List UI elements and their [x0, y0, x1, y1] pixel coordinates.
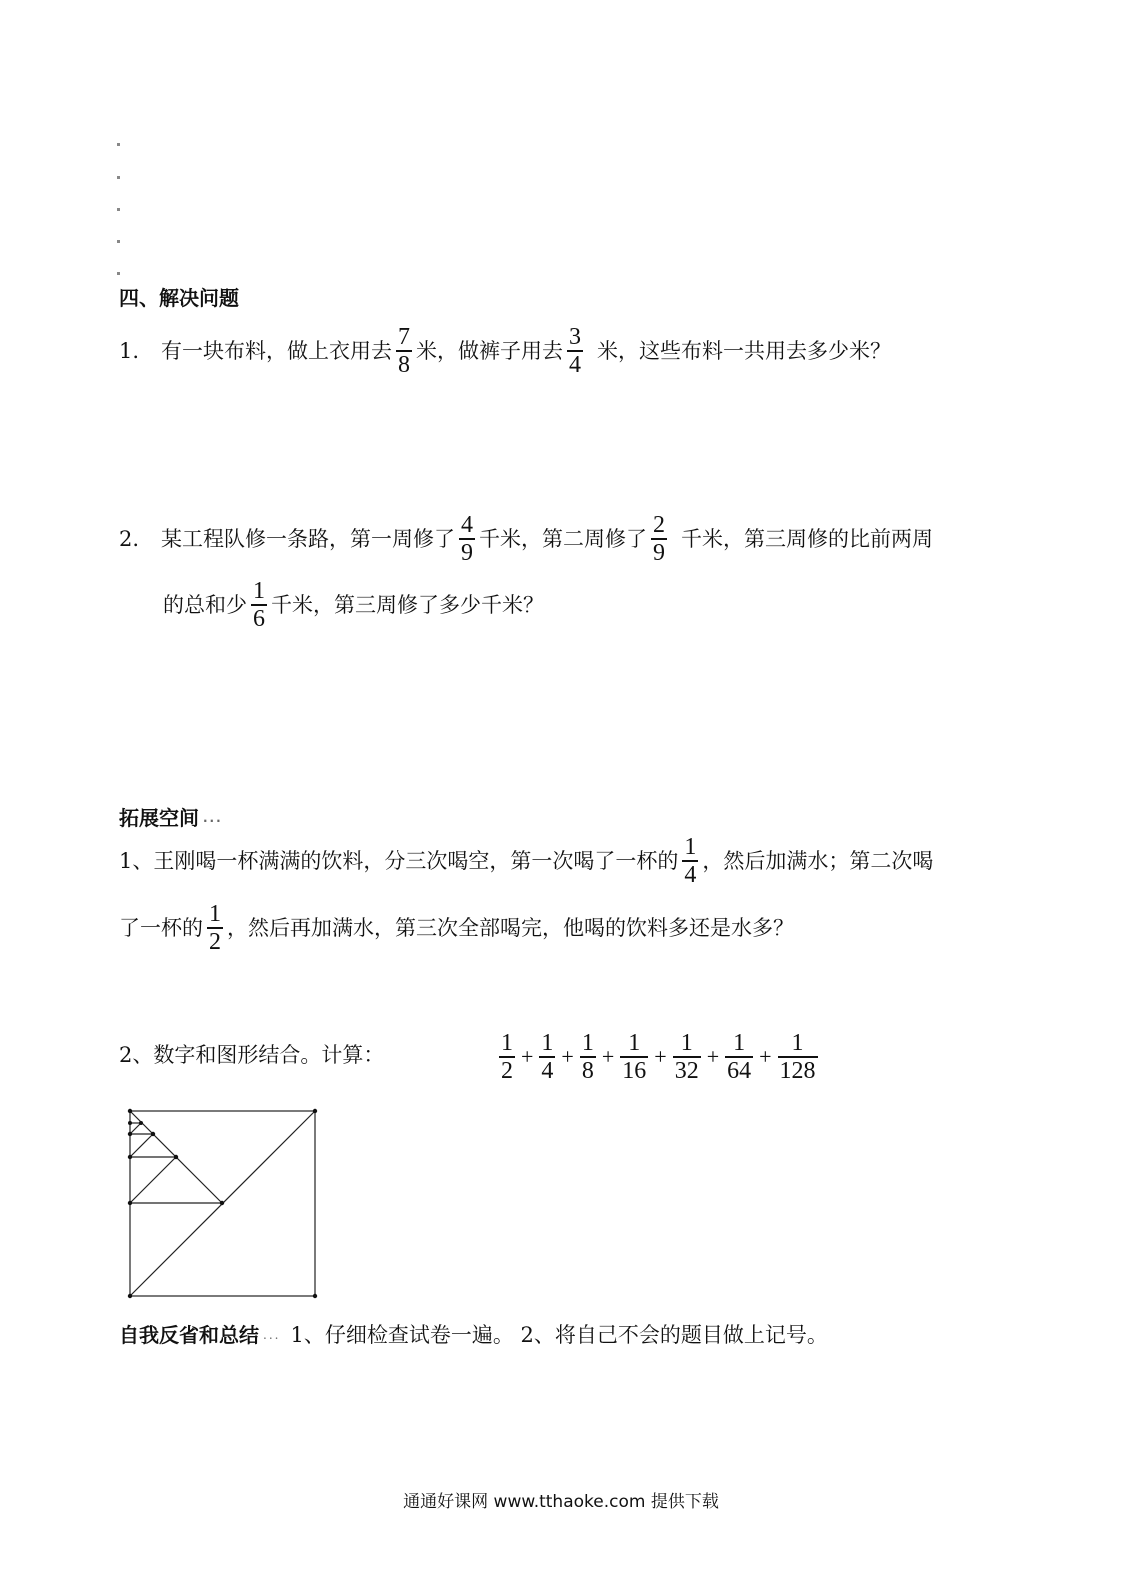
expand-title-row — [119, 803, 223, 833]
vertex-point — [174, 1155, 178, 1159]
expand-problem-1-continued — [119, 901, 794, 955]
margin-dot — [117, 240, 120, 243]
problem-number: 2. — [119, 527, 140, 551]
reflection-row — [119, 1320, 828, 1350]
problem-text: 了一杯的 — [119, 916, 203, 940]
problem-text: 米，做裤子用去 — [416, 339, 564, 363]
problem-number: 1. — [119, 339, 140, 363]
numerator: 1 — [684, 834, 697, 860]
numerator: 1 — [791, 1030, 804, 1056]
fraction — [499, 1030, 515, 1084]
denominator: 32 — [674, 1058, 699, 1084]
problem-text: 千米，第三周修了多少千米？ — [271, 593, 544, 617]
numerator: 1 — [541, 1030, 554, 1056]
problem-text: 千米，第二周修了 — [479, 527, 648, 551]
fraction — [620, 1030, 648, 1084]
numerator: 4 — [461, 512, 474, 538]
plus-sign: + — [654, 1044, 667, 1069]
numerator: 1 — [680, 1030, 693, 1056]
margin-dot — [117, 143, 120, 146]
plus-sign: + — [521, 1044, 534, 1069]
numerator: 1 — [581, 1030, 594, 1056]
denominator: 64 — [727, 1058, 752, 1084]
fraction — [778, 1030, 818, 1084]
fraction — [673, 1030, 701, 1084]
numerator: 3 — [569, 324, 582, 350]
problem-text: 某工程队修一条路，第一周修了 — [161, 527, 456, 551]
problem-text: 米，这些布料一共用去多少米？ — [597, 339, 892, 363]
margin-dot — [117, 272, 120, 275]
fraction — [651, 512, 667, 566]
denominator: 128 — [779, 1058, 816, 1084]
vertex-point — [128, 1155, 132, 1159]
problem-2 — [119, 512, 933, 566]
fraction — [251, 578, 267, 632]
problem-2-continued — [163, 578, 544, 632]
fraction — [396, 324, 412, 378]
numerator: 1 — [209, 901, 221, 927]
problem-1 — [119, 324, 891, 378]
section4-title: 四、解决问题 — [119, 286, 239, 310]
margin-dot — [117, 208, 120, 211]
segment-line — [130, 1123, 141, 1134]
vertex-point — [128, 1121, 132, 1125]
title-dots: ... — [203, 811, 223, 825]
vertex-point — [128, 1132, 132, 1136]
denominator: 4 — [684, 862, 697, 888]
square-halving-figure — [120, 1105, 325, 1300]
margin-dot — [117, 176, 120, 179]
problem-text: ，然后再加满水，第三次全部喝完，他喝的饮料多还是水多？ — [227, 916, 794, 940]
plus-sign: + — [561, 1044, 574, 1069]
denominator: 4 — [569, 352, 582, 378]
fraction — [459, 512, 475, 566]
plus-sign: + — [759, 1044, 772, 1069]
reflection-title: 自我反省和总结 — [119, 1323, 259, 1347]
fraction-sum-expression — [495, 1030, 822, 1084]
denominator: 16 — [622, 1058, 647, 1084]
problem-text: 有一块布料，做上衣用去 — [161, 339, 393, 363]
vertex-point — [151, 1132, 155, 1136]
expand-problem-2-label: 2、数字和图形结合。计算： — [119, 1043, 385, 1067]
segment-line — [130, 1134, 153, 1157]
vertex-point — [128, 1109, 132, 1113]
expand-title: 拓展空间 — [119, 806, 199, 830]
denominator: 9 — [461, 540, 474, 566]
numerator: 7 — [398, 324, 411, 350]
vertex-point — [139, 1121, 143, 1125]
vertex-point — [313, 1109, 317, 1113]
problem-text: 千米，第三周修的比前两周 — [681, 527, 934, 551]
denominator: 4 — [541, 1058, 554, 1084]
vertex-point — [128, 1294, 132, 1298]
numerator: 1 — [501, 1030, 513, 1056]
problem-text: 1、王刚喝一杯满满的饮料，分三次喝空，第一次喝了一杯的 — [119, 849, 679, 873]
vertex-point — [313, 1294, 317, 1298]
numerator: 1 — [253, 578, 265, 604]
segment-line — [130, 1157, 176, 1203]
problem-text: ，然后加满水；第二次喝 — [702, 849, 934, 873]
plus-sign: + — [601, 1044, 615, 1069]
denominator: 8 — [581, 1058, 594, 1084]
problem-text: 的总和少 — [163, 593, 247, 617]
denominator: 8 — [398, 352, 411, 378]
fraction — [725, 1030, 753, 1084]
fraction — [580, 1030, 596, 1084]
denominator: 2 — [209, 929, 221, 955]
plus-sign: + — [706, 1044, 720, 1069]
numerator: 1 — [628, 1030, 641, 1056]
title-dots: ... — [263, 1328, 281, 1342]
denominator: 6 — [253, 606, 265, 632]
vertex-point — [128, 1201, 132, 1205]
numerator: 2 — [653, 512, 666, 538]
numerator: 1 — [733, 1030, 746, 1056]
fraction — [539, 1030, 555, 1084]
fraction — [567, 324, 583, 378]
footer-credit: 通通好课网 www.tthaoke.com 提供下载 — [403, 1492, 719, 1512]
fraction — [207, 901, 223, 955]
denominator: 2 — [501, 1058, 513, 1084]
expand-problem-1 — [119, 834, 933, 888]
vertex-point — [220, 1201, 224, 1205]
fraction — [682, 834, 698, 888]
reflection-text: 1、仔细检查试卷一遍。 2、将自己不会的题目做上记号。 — [290, 1323, 828, 1347]
denominator: 9 — [653, 540, 666, 566]
